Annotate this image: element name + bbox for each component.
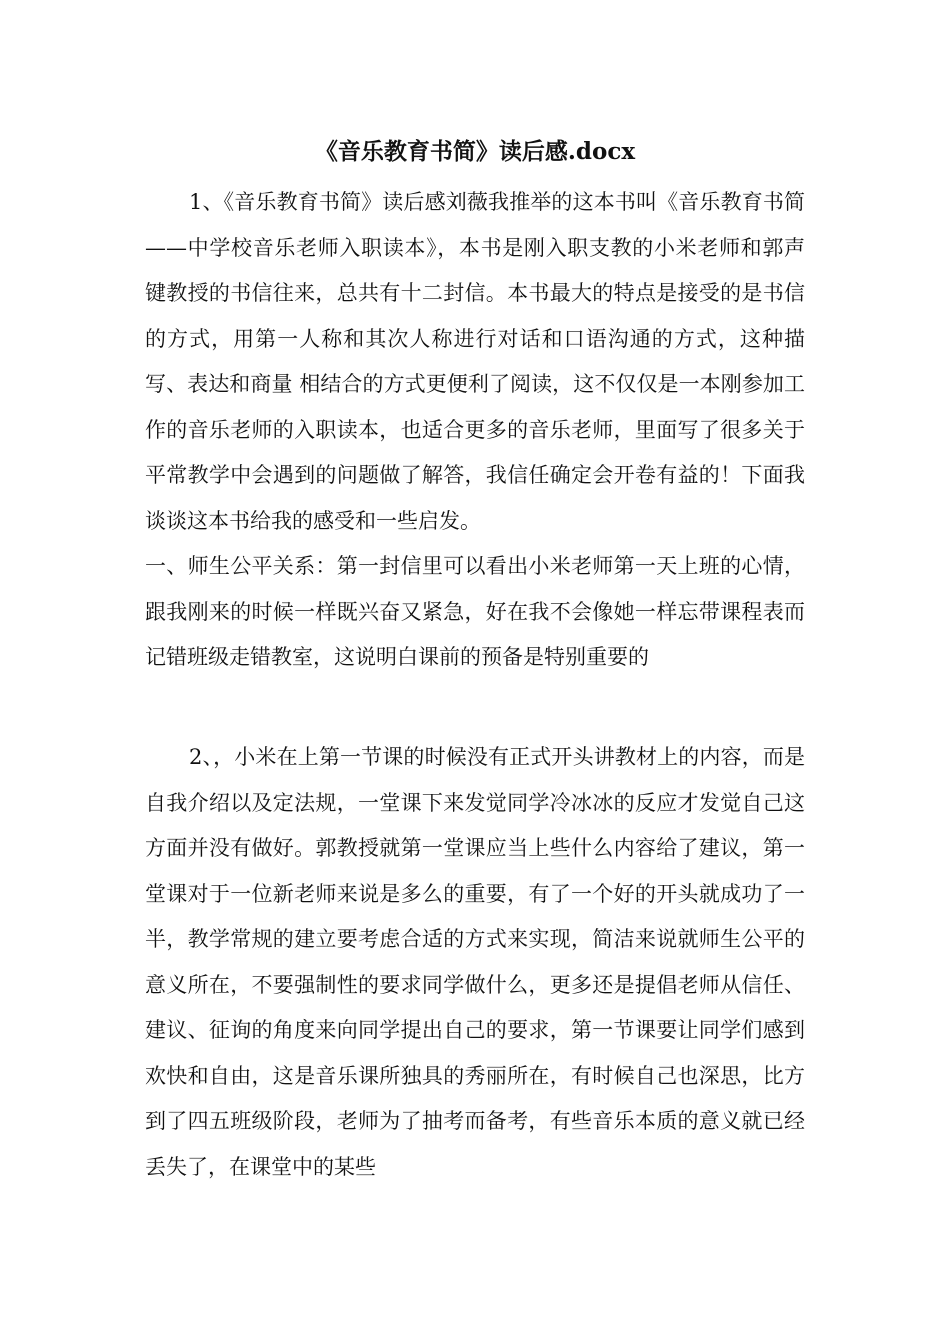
paragraph-block-1 [145,180,805,681]
document-title: 《音乐教育书简》读后感.docx [314,138,636,165]
paragraph-2: 一、师生公平关系：第一封信里可以看出小米老师第一天上班的心情，跟我刚来的时候一样既兴奋又紧急，好在我不会像她一样忘带课程表而记错班级走错教室，这说明白课前的预备是特别重要的 [145,554,805,669]
paragraph-3: 2、，小米在上第一节课的时候没有正式开头讲教材上的内容，而是自我介绍以及定法规，一堂课下来发觉同学冷冰冰的反应才发觉自己这方面并没有做好。郭教授就第一堂课应当上些什么内容给了建议，第一堂课对于一位新老师来说是多么的重要，有了一个好的开头就成功了一半，教学常规的建立要考虑合适的方式来实现，简洁来说就师生公平的意义所在，不要强制性的要求同学做什么，更多还是提倡老师从信任、建议、征询的角度来向同学提出自己的要求，第一节课要让同学们感到欢快和自由，这是音乐课所独具的秀丽所在，有时候自己也深思，比方到了四五班级阶段，老师为了抽考而备考，有些音乐本质的意义就已经丢失了，在课堂中的某些 [145,745,805,1179]
paragraph-block-2 [145,735,805,1190]
paragraph-1: 1、《音乐教育书简》读后感刘薇我推举的这本书叫《音乐教育书简——中学校音乐老师入职读本》，本书是刚入职支教的小米老师和郭声键教授的书信往来，总共有十二封信。本书最大的特点是接受的是书信的方式，用第一人称和其次人称进行对话和口语沟通的方式，这种描写、表达和商量 相结合的方式更便利了阅读，这不仅仅是一本刚参加工作的音乐老师的入职读本，也适合更多的音乐老师，里面写了很多关于平常教学中会遇到的问题做了解答，我信任确定会开卷有益的！下面我谈谈这本书给我的感受和一些启发。 [145,190,805,533]
